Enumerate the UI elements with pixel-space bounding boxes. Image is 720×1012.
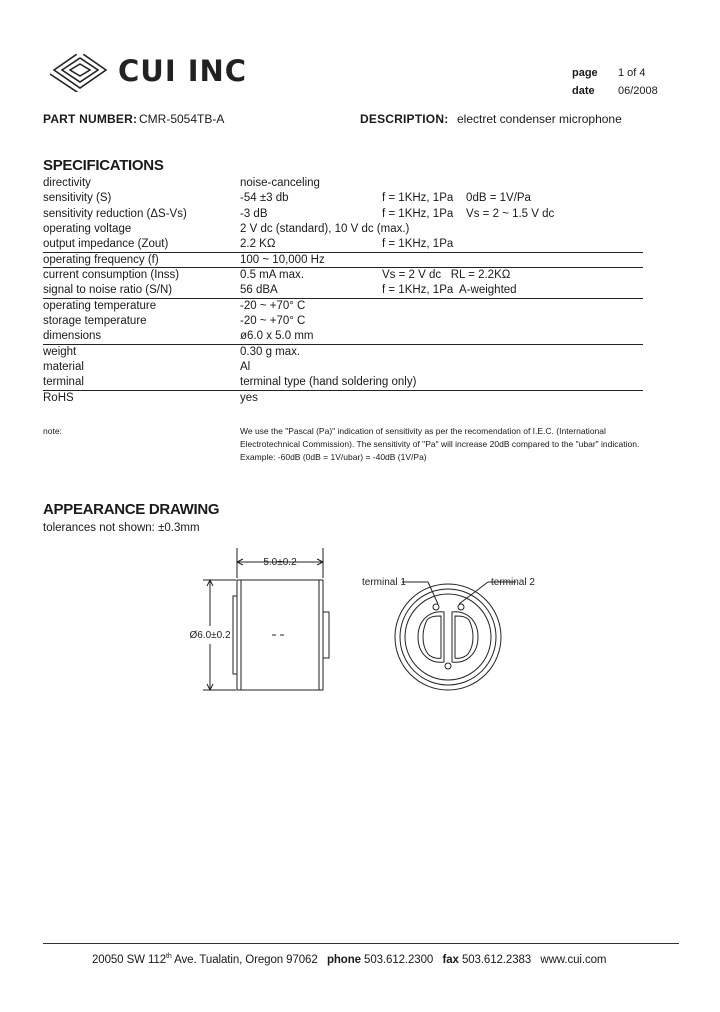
spec-condition: Vs = 2 V dc RL = 2.2KΩ	[382, 269, 511, 282]
spec-row	[43, 391, 643, 406]
spec-value: yes	[240, 391, 258, 404]
spec-param: RoHS	[43, 391, 74, 404]
page-meta	[572, 64, 658, 100]
spec-row	[43, 237, 643, 252]
spec-row	[43, 360, 643, 375]
terminal1-label: terminal 1	[362, 577, 406, 588]
spec-value: -20 ~ +70° C	[240, 315, 306, 328]
dim-length-label: 5.0±0.2	[263, 557, 297, 568]
spec-param: operating voltage	[43, 223, 132, 236]
spec-row	[43, 176, 643, 191]
spec-param: operating frequency (f)	[43, 253, 159, 266]
spec-value: 0.30 g max.	[240, 345, 301, 358]
appearance-drawing	[0, 540, 720, 710]
spec-row	[43, 191, 643, 206]
spec-row	[43, 207, 643, 222]
description: electret condenser microphone	[457, 112, 622, 126]
page-label: page	[572, 67, 598, 79]
spec-param: sensitivity reduction (ΔS-Vs)	[43, 207, 187, 220]
spec-param: current consumption (Inss)	[43, 269, 180, 282]
side-view-drawing	[203, 548, 329, 690]
footer-fax: 503.612.2383	[461, 953, 532, 966]
spec-param: operating temperature	[43, 299, 157, 312]
spec-param: terminal	[43, 376, 84, 389]
footer-divider	[43, 943, 679, 944]
spec-param: signal to noise ratio (S/N)	[43, 284, 173, 297]
spec-value: -54 ±3 db	[240, 192, 289, 205]
description-label: DESCRIPTION:	[360, 112, 449, 126]
spec-table	[43, 176, 643, 406]
spec-param: storage temperature	[43, 315, 147, 328]
spec-param: directivity	[43, 177, 91, 189]
part-info	[43, 112, 683, 130]
spec-param: dimensions	[43, 330, 102, 343]
date-label: date	[572, 85, 595, 97]
terminal2-label: terminal 2	[491, 577, 535, 588]
footer-address: 20050 SW 112th Ave. Tualatin, Oregon 97062	[92, 953, 318, 966]
spec-row	[43, 345, 643, 360]
spec-row	[43, 222, 643, 237]
note-text: We use the "Pascal (Pa)" indication of sensitivity as per the recomendation of I.E.C. (International Electrotechnical Commission). The sensitivity of "Pa" will increase 20dB compared to the "ubar" indication. Example: -60dB (0dB = 1V/ubar) = -40dB (1V/Pa)	[240, 426, 640, 462]
spec-value: -3 dB	[240, 207, 268, 220]
spec-value: -20 ~ +70° C	[240, 299, 306, 312]
footer-web-link[interactable]: www.cui.com	[540, 953, 607, 966]
spec-row	[43, 375, 643, 390]
spec-condition: f = 1KHz, 1Pa A-weighted	[382, 284, 517, 297]
date-value: 06/2008	[618, 85, 658, 97]
spec-row	[43, 329, 643, 344]
footer-fax-label: fax	[442, 953, 459, 966]
spec-param: output impedance (Zout)	[43, 238, 169, 251]
cui-logo-mark-icon	[50, 52, 106, 92]
footer	[92, 953, 606, 966]
spec-value: 0.5 mA max.	[240, 269, 304, 282]
spec-value: terminal type (hand soldering only)	[240, 376, 417, 389]
spec-condition: f = 1KHz, 1Pa 0dB = 1V/Pa	[382, 192, 531, 205]
spec-value: ø6.0 x 5.0 mm	[240, 330, 314, 343]
cui-logo	[46, 48, 256, 92]
cui-logo-text: CUI INC	[118, 54, 248, 88]
spec-row	[43, 283, 643, 298]
spec-value: 100 ~ 10,000 Hz	[240, 253, 325, 266]
spec-param: weight	[43, 345, 77, 358]
appearance-title: APPEARANCE DRAWING	[43, 501, 220, 518]
spec-row	[43, 253, 643, 268]
spec-row	[43, 299, 643, 314]
dim-diameter-label: Ø6.0±0.2	[189, 630, 231, 641]
part-number-label: PART NUMBER:	[43, 112, 138, 126]
front-view-drawing	[395, 582, 516, 690]
tolerance-note: tolerances not shown: ±0.3mm	[43, 522, 200, 534]
spec-value: noise-canceling	[240, 177, 320, 189]
spec-condition: f = 1KHz, 1Pa	[382, 238, 454, 251]
spec-condition: f = 1KHz, 1Pa Vs = 2 ~ 1.5 V dc	[382, 207, 555, 220]
spec-row	[43, 314, 643, 329]
spec-value: Al	[240, 361, 251, 374]
page-value: 1 of 4	[618, 67, 646, 79]
spec-param: material	[43, 361, 84, 374]
spec-value: 2 V dc (standard), 10 V dc (max.)	[240, 223, 410, 236]
spec-param: sensitivity (S)	[43, 192, 112, 205]
specifications-title: SPECIFICATIONS	[43, 157, 164, 174]
spec-value: 2.2 KΩ	[240, 238, 276, 251]
footer-phone: 503.612.2300	[364, 953, 434, 966]
spec-value: 56 dBA	[240, 284, 278, 297]
spec-row	[43, 268, 643, 283]
footer-phone-label: phone	[326, 953, 361, 966]
note-label: note:	[43, 426, 62, 436]
part-number: CMR-5054TB-A	[139, 112, 225, 126]
